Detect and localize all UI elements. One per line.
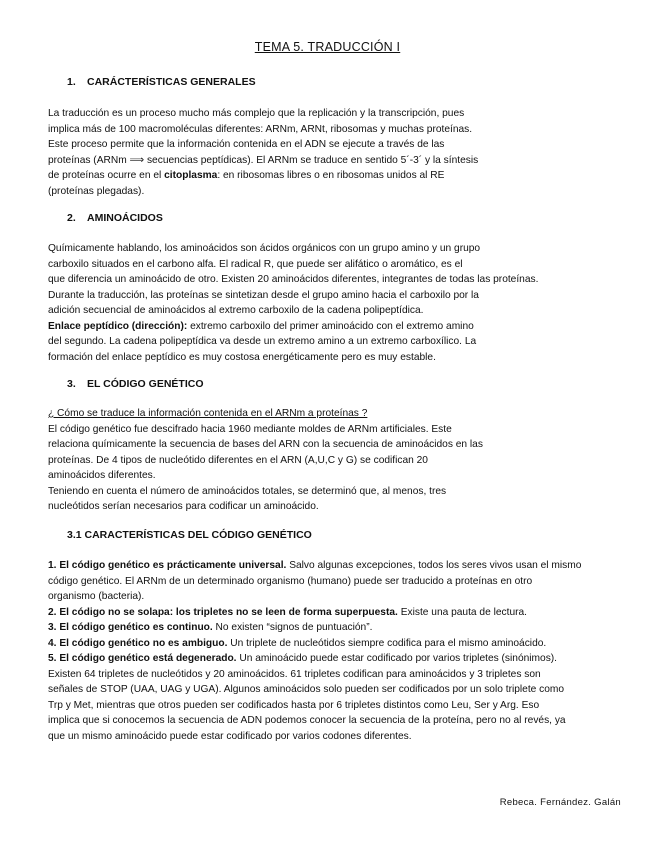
text-line: Teniendo en cuenta el número de aminoácidos totales, se determinó que, al menos, tres [48,485,447,497]
bold-term: 2. El código no se solapa: los tripletes no se leen de forma superpuesta. [48,606,398,618]
section-3-title: EL CÓDIGO GENÉTICO [87,378,204,390]
text-line [48,319,628,335]
text-line: Químicamente hablando, los aminoácidos son ácidos orgánicos con un grupo amino y un grupo [48,243,481,254]
text-run: Un aminoácido puede estar codificado por varios tripletes (sinónimos). [236,653,558,664]
section-3-number: 3. [67,378,76,390]
section-3-body [48,422,628,515]
text-line [48,651,628,667]
section-2-number: 2. [67,212,76,224]
text-line [48,605,628,621]
text-line: El código genético fue descifrado hacia 1960 mediante moldes de ARNm artificiales. Este [48,423,452,435]
section-3-question-wrap [48,406,628,422]
section-3-1-body [48,558,628,744]
bold-term: 4. El código genético no es ambiguo. [48,637,228,649]
author-signature: Rebeca. Fernández. Galán [499,797,621,808]
text-line: que un mismo aminoácido puede estar codificado por varios codones diferentes. [48,730,412,742]
bold-term: 5. El código genético está degenerado. [48,653,237,664]
section-2-body [48,241,628,365]
text-line: Existen 64 tripletes de nucleótidos y 20 aminoácidos. 61 tripletes codifican para aminoácidos y 3 tripletes son [48,668,541,680]
text-line [48,168,628,184]
text-line: organismo (bacteria). [48,591,145,602]
section-1-body [48,106,628,199]
text-line: La traducción es un proceso mucho más complejo que la replicación y la transcripción, pues [48,108,465,119]
text-line: relaciona químicamente la secuencia de bases del ARN con la secuencia de aminoácidos en las [48,439,483,450]
section-3-heading [67,378,203,390]
text-run: : en ribosomas libres o en ribosomas unidos al RE [217,170,445,181]
text-line: (proteínas plegadas). [48,185,145,197]
text-run: No existen “signos de puntuación”. [212,622,373,633]
text-line: nucleótidos serían necesarios para codificar un aminoácido. [48,501,319,512]
text-line: Durante la traducción, las proteínas se sintetizan desde el grupo amino hacia el carboxilo por la [48,289,479,301]
section-2-title: AMINOÁCIDOS [87,212,163,224]
text-line: que diferencia un aminoácido de otro. Existen 20 aminoácidos diferentes, integrantes de todas las proteínas. [48,274,539,285]
bold-term: citoplasma [164,170,218,181]
text-line [48,636,628,652]
section-2-heading [67,212,163,224]
section-1-heading [67,76,256,88]
text-line: implica que si conocemos la secuencia de ADN podemos conocer la secuencia de la proteína, pero no al revés, ya [48,715,566,726]
text-line: carboxilo situados en el carbono alfa. El radical R, que puede ser alifático o aromático, es el [48,258,463,270]
text-line: proteínas. De 4 tipos de nucleótido diferentes en el ARN (A,U,C y G) se codifican 20 [48,454,428,466]
section-3-1-heading: 3.1 CARACTERÍSTICAS DEL CÓDIGO GENÉTICO [67,529,312,541]
text-line: implica más de 100 macromoléculas diferentes: ARNm, ARNt, ribosomas y muchas proteínas. [48,123,473,135]
text-run: de proteínas ocurre en el [48,170,165,181]
text-line: Trp y Met, mientras que otros pueden ser codificados hasta por 6 tripletes distintos como Leu, Ser y Arg. Eso [48,699,540,711]
text-line: del segundo. La cadena polipeptídica va desde un extremo amino a un extremo carboxílico. La [48,336,477,347]
text-line: formación del enlace peptídico es muy costosa energéticamente pero es muy estable. [48,351,436,363]
bold-term: Enlace peptídico (dirección): [48,320,188,332]
text-run: Salvo algunas excepciones, todos los seres vivos usan el mismo [286,560,582,571]
section-3-question: ¿ Cómo se traduce la información contenida en el ARNm a proteínas ? [48,408,368,419]
text-line [48,558,628,574]
page-title: TEMA 5. TRADUCCIÓN I [254,40,401,54]
text-run: Un triplete de nucleótidos siempre codifica para el mismo aminoácido. [227,637,547,649]
text-line: proteínas (ARNm ⟹ secuencias peptídicas). El ARNm se traduce en sentido 5´-3´ y la síntesis [48,154,479,166]
bold-term: 3. El código genético es continuo. [48,622,213,633]
text-line: código genético. El ARNm de un determinado organismo (humano) puede ser traducido a proteínas en otro [48,575,533,587]
text-line [48,620,628,636]
text-line: adición secuencial de aminoácidos al extremo carboxilo de la cadena polipeptídica. [48,305,424,316]
text-run: Existe una pauta de lectura. [397,606,527,618]
text-run: extremo carboxilo del primer aminoácido con el extremo amino [187,320,474,332]
bold-term: 1. El código genético es prácticamente universal. [48,560,287,571]
section-1-number: 1. [67,76,76,88]
text-line: Este proceso permite que la información contenida en el ADN se ejecute a través de las [48,139,445,150]
text-line: señales de STOP (UAA, UAG y UGA). Algunos aminoácidos solo pueden ser codificados por un solo triplete como [48,684,565,695]
section-1-title: CARÁCTERÍSTICAS GENERALES [87,76,256,88]
text-line: aminoácidos diferentes. [48,470,156,481]
